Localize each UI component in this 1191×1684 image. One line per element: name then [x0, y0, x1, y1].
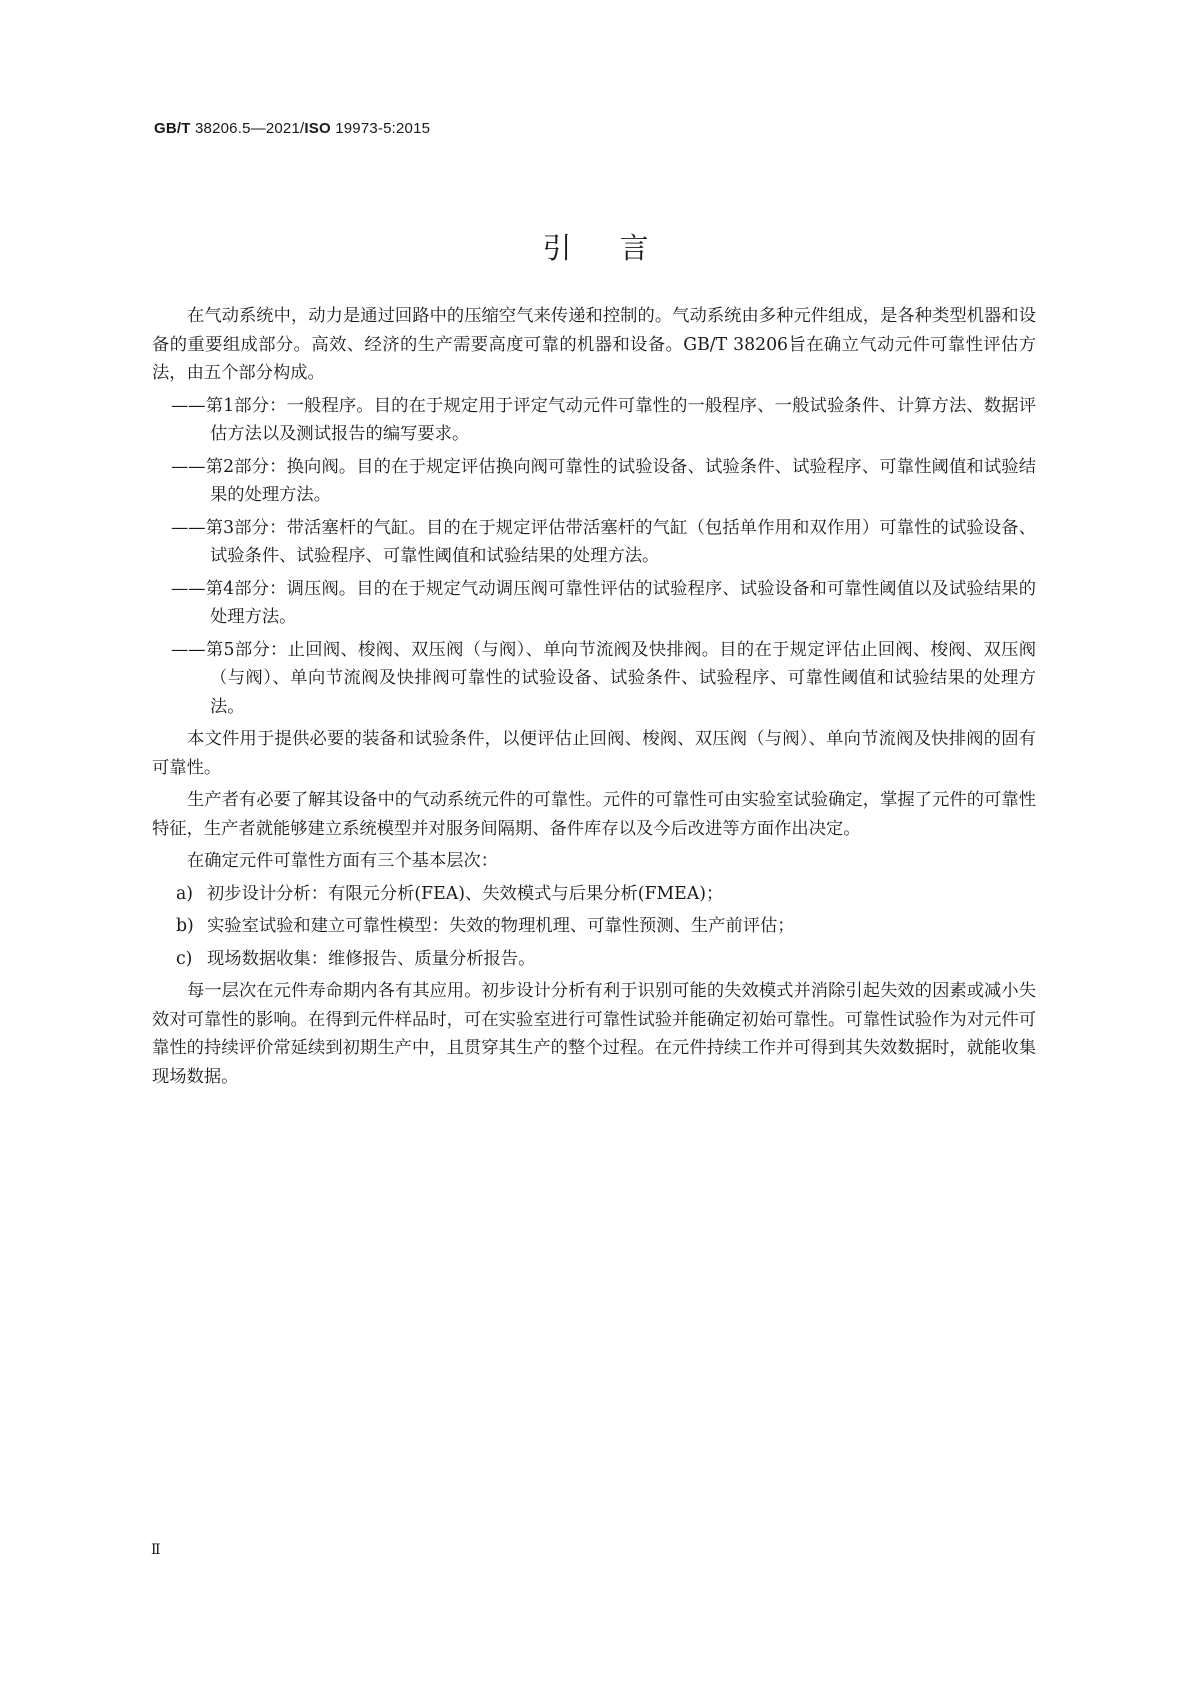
level-text: 初步设计分析：有限元分析(FEA)、失效模式与后果分析(FMEA)；	[207, 883, 724, 904]
list-marker: b)	[176, 916, 194, 936]
page-title: 引言	[542, 231, 697, 265]
document-body	[152, 302, 1036, 1091]
standard-header	[154, 120, 430, 137]
producer-paragraph: 生产者有必要了解其设备中的气动系统元件的可靠性。元件的可靠性可由实验室试验确定，掌握了元件的可靠性特征，生产者就能够建立系统模型并对服务间隔期、备件库存以及今后改进等方面作出决定。	[152, 790, 1036, 839]
intro-paragraph: 在气动系统中，动力是通过回路中的压缩空气来传递和控制的。气动系统由多种元件组成，是各种类型机器和设备的重要组成部分。高效、经济的生产需要高度可靠的机器和设备。GB/T 38206旨在确立气动元件可靠性评估方法，由五个部分构成。	[152, 306, 1036, 383]
levels-intro: 在确定元件可靠性方面有三个基本层次：	[187, 851, 499, 871]
level-item-a	[152, 880, 1036, 909]
part-item-4: ——第4部分：调压阀。目的在于规定气动调压阀可靠性评估的试验程序、试验设备和可靠性阈值以及试验结果的处理方法。	[171, 578, 1036, 627]
part-item-5: ——第5部分：止回阀、梭阀、双压阀（与阀）、单向节流阀及快排阀。目的在于规定评估止回阀、梭阀、双压阀（与阀）、单向节流阀及快排阀可靠性的试验设备、试验条件、试验程序、可靠性阈值和试验结果的处理方法。	[171, 639, 1036, 717]
standard-number: 38206.5—2021/	[195, 120, 305, 137]
level-text: 现场数据收集：维修报告、质量分析报告。	[207, 948, 536, 969]
part-item-1: ——第1部分：一般程序。目的在于规定用于评定气动元件可靠性的一般程序、一般试验条件、计算方法、数据评估方法以及测试报告的编写要求。	[171, 395, 1036, 444]
standard-code: GB/T	[154, 120, 191, 137]
list-marker: a)	[176, 883, 194, 904]
iso-number: 19973-5:2015	[335, 120, 431, 137]
level-text: 实验室试验和建立可靠性模型：失效的物理机理、可靠性预测、生产前评估；	[207, 916, 795, 936]
level-item-c	[152, 945, 1036, 974]
list-marker: c)	[176, 948, 193, 969]
page-number: Ⅱ	[151, 1542, 161, 1558]
part-item-3: ——第3部分：带活塞杆的气缸。目的在于规定评估带活塞杆的气缸（包括单作用和双作用）可靠性的试验设备、试验条件、试验程序、可靠性阈值和试验结果的处理方法。	[171, 517, 1036, 566]
level-item-b	[152, 912, 1036, 941]
purpose-paragraph: 本文件用于提供必要的装备和试验条件，以便评估止回阀、梭阀、双压阀（与阀）、单向节流阀及快排阀的固有可靠性。	[152, 729, 1036, 778]
application-paragraph: 每一层次在元件寿命期内各有其应用。初步设计分析有利于识别可能的失效模式并消除引起失效的因素或减小失效对可靠性的影响。在得到元件样品时，可在实验室进行可靠性试验并能确定初始可靠性。可靠性试验作为对元件可靠性的持续评价常延续到初期生产中，且贯穿其生产的整个过程。在元件持续工作并可得到其失效数据时，就能收集现场数据。	[152, 981, 1036, 1087]
iso-code: ISO	[304, 120, 331, 137]
part-item-2: ——第2部分：换向阀。目的在于规定评估换向阀可靠性的试验设备、试验条件、试验程序、可靠性阈值和试验结果的处理方法。	[171, 456, 1036, 505]
